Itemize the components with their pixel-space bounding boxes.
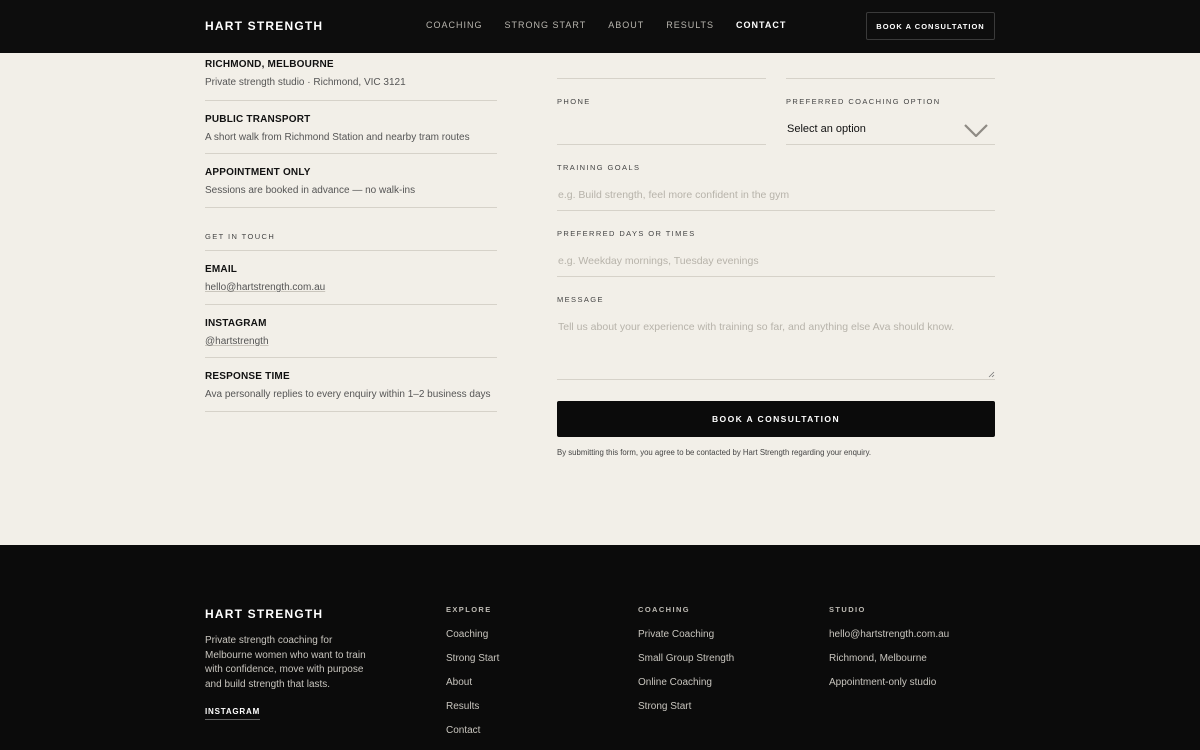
info-title: EMAIL xyxy=(205,264,238,275)
footer-link-strong-start[interactable]: Strong Start xyxy=(446,653,500,664)
nav-link-results[interactable]: RESULTS xyxy=(666,20,715,30)
name-input[interactable] xyxy=(557,53,766,79)
training-goals-input[interactable] xyxy=(557,177,995,211)
phone-label: PHONE xyxy=(557,97,591,106)
preferred-days-input[interactable] xyxy=(557,243,995,277)
message-textarea[interactable] xyxy=(557,309,995,380)
instagram-link[interactable]: @hartstrength xyxy=(205,336,269,347)
email-link[interactable]: hello@hartstrength.com.au xyxy=(205,282,326,293)
placeholder-text: e.g. Build strength, feel more confident in the gym xyxy=(558,189,790,201)
message-label: MESSAGE xyxy=(557,295,604,304)
contact-info xyxy=(205,53,497,412)
placeholder-text: Tell us about your experience with training so far, and anything else Ava should know. xyxy=(558,321,955,333)
footer-link-online-coaching[interactable]: Online Coaching xyxy=(638,677,712,688)
footer-coaching-column xyxy=(638,605,734,712)
footer-appointment-note: Appointment-only studio xyxy=(829,677,937,688)
email-field[interactable] xyxy=(786,53,995,79)
brand-logo[interactable]: HART STRENGTH xyxy=(205,19,324,33)
info-title: INSTAGRAM xyxy=(205,318,267,329)
footer-explore-column xyxy=(446,605,499,736)
info-sub: Private strength studio · Richmond, VIC 3121 xyxy=(205,77,406,88)
info-title: RESPONSE TIME xyxy=(205,371,290,382)
info-instagram xyxy=(205,305,497,358)
info-response-time xyxy=(205,358,497,412)
placeholder-text: e.g. Weekday mornings, Tuesday evenings xyxy=(558,255,759,267)
info-title: APPOINTMENT ONLY xyxy=(205,167,311,178)
book-consultation-submit-button[interactable]: BOOK A CONSULTATION xyxy=(557,401,995,437)
footer-link-strong-start[interactable]: Strong Start xyxy=(638,701,692,712)
footer xyxy=(0,545,1200,750)
nav-link-about[interactable]: ABOUT xyxy=(608,20,645,30)
footer-brand: HART STRENGTH xyxy=(205,607,324,621)
select-value: Select an option xyxy=(787,123,866,135)
training-goals-label: TRAINING GOALS xyxy=(557,163,641,172)
footer-link-small-group[interactable]: Small Group Strength xyxy=(638,653,735,664)
info-sub: Sessions are booked in advance — no walk-ins xyxy=(205,185,416,196)
resize-handle-icon[interactable] xyxy=(988,371,995,378)
footer-column-heading: EXPLORE xyxy=(446,605,492,614)
footer-instagram-link[interactable]: INSTAGRAM xyxy=(205,707,260,720)
footer-studio-column xyxy=(829,605,949,688)
footer-description: Private strength coaching for Melbourne women who want to train with confidence, move with purpose and build strength that lasts. xyxy=(205,635,366,690)
section-label: GET IN TOUCH xyxy=(205,232,276,241)
footer-link-results[interactable]: Results xyxy=(446,701,480,712)
nav-link-coaching[interactable]: COACHING xyxy=(426,20,483,30)
phone-input[interactable] xyxy=(557,111,766,145)
coaching-option-label: PREFERRED COACHING OPTION xyxy=(786,97,941,106)
footer-location: Richmond, Melbourne xyxy=(829,653,927,664)
info-transport xyxy=(205,101,497,154)
info-title: RICHMOND, MELBOURNE xyxy=(205,59,334,70)
nav-links xyxy=(426,20,808,30)
nav-link-strong-start[interactable]: STRONG START xyxy=(504,20,587,30)
footer-column-heading: STUDIO xyxy=(829,605,866,614)
info-sub: A short walk from Richmond Station and nearby tram routes xyxy=(205,132,470,143)
nav-book-consultation-button[interactable]: BOOK A CONSULTATION xyxy=(866,12,995,40)
info-sub: Ava personally replies to every enquiry within 1–2 business days xyxy=(205,389,491,400)
nav-link-contact[interactable]: CONTACT xyxy=(736,20,787,30)
coaching-option-select[interactable] xyxy=(786,111,995,145)
footer-link-contact[interactable]: Contact xyxy=(446,725,481,736)
get-in-touch-heading xyxy=(205,208,497,251)
chevron-down-icon xyxy=(964,124,988,137)
footer-email-link[interactable]: hello@hartstrength.com.au xyxy=(829,629,950,640)
info-title: PUBLIC TRANSPORT xyxy=(205,114,311,125)
info-appointment xyxy=(205,154,497,208)
footer-link-private-coaching[interactable]: Private Coaching xyxy=(638,629,715,640)
footer-link-coaching[interactable]: Coaching xyxy=(446,629,489,640)
footer-column-heading: COACHING xyxy=(638,605,691,614)
footer-link-about[interactable]: About xyxy=(446,677,473,688)
info-email xyxy=(205,251,497,305)
info-location xyxy=(205,53,497,101)
preferred-days-label: PREFERRED DAYS OR TIMES xyxy=(557,229,696,238)
top-nav xyxy=(0,0,1200,53)
form-disclaimer: By submitting this form, you agree to be contacted by Hart Strength regarding your enquiry. xyxy=(557,448,872,457)
